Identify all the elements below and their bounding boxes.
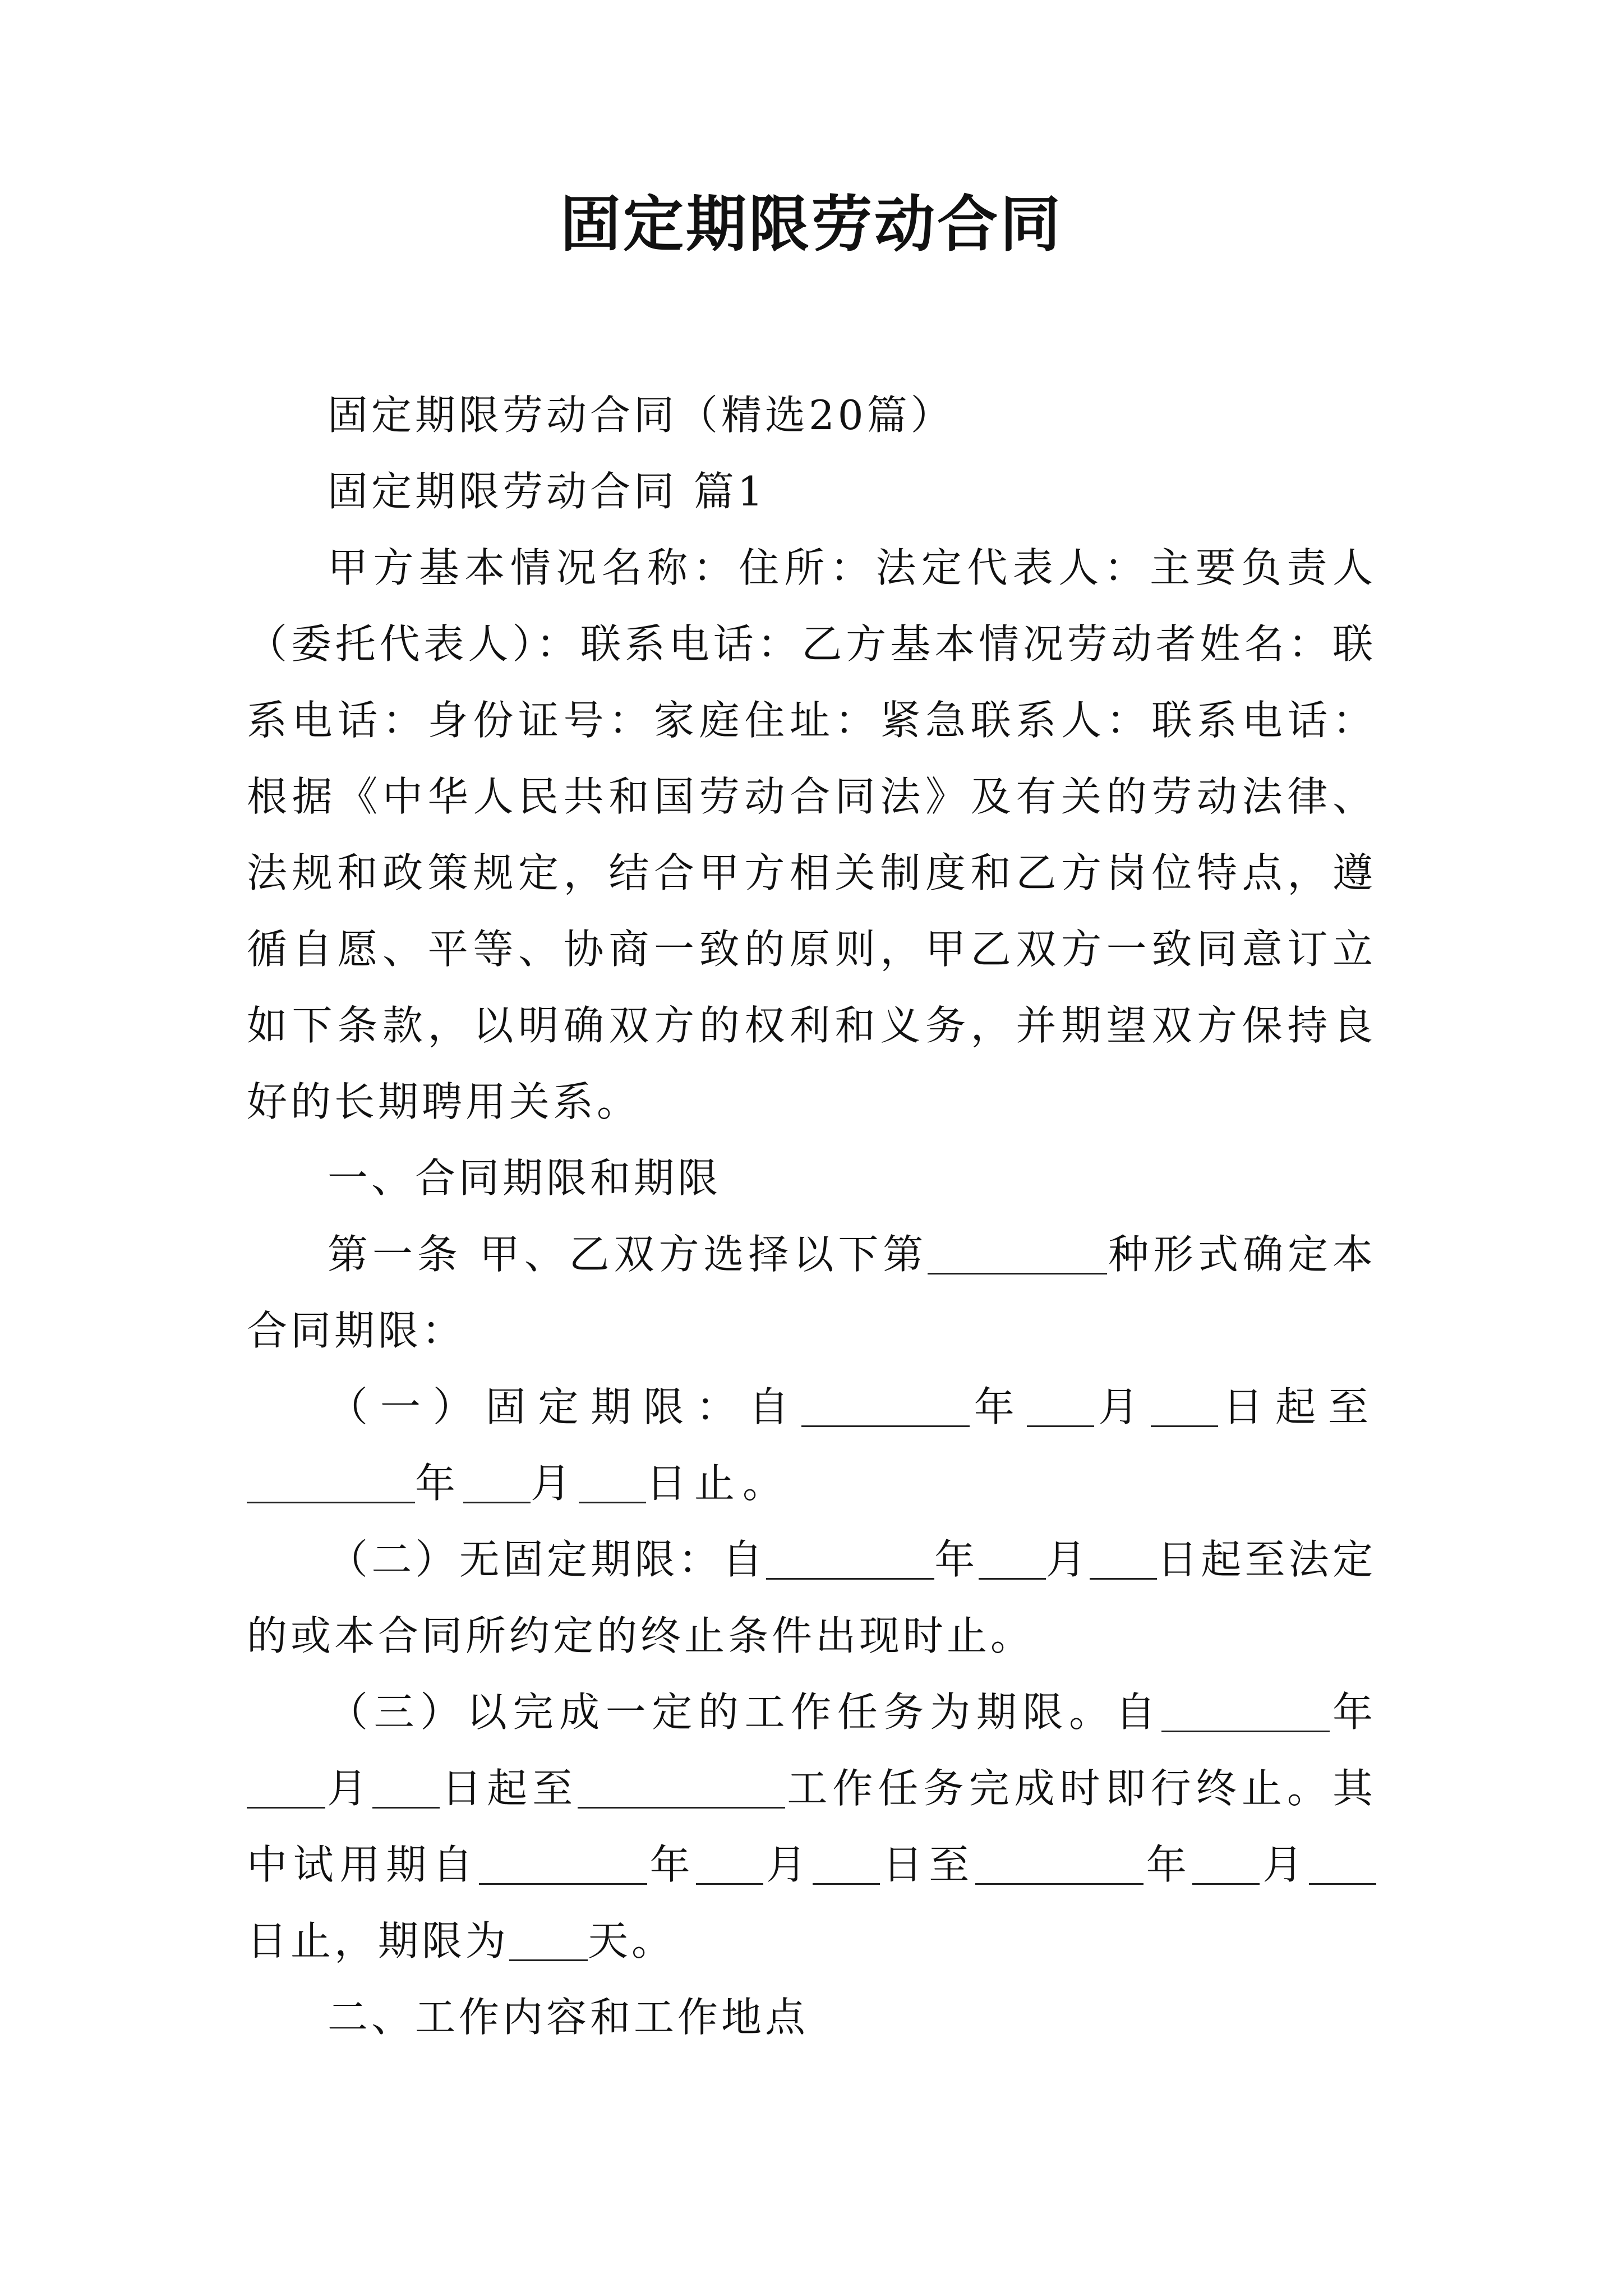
text-run: 日止。 bbox=[646, 1460, 791, 1507]
text-run: 年 bbox=[1143, 1841, 1193, 1888]
paragraph-fixed-term bbox=[247, 1369, 1376, 1521]
paragraph-party-info: 甲方基本情况名称：住所：法定代表人：主要负责人（委托代表人）：联系电话：乙方基本情况劳动者姓名：联系电话：身份证号：家庭住址：紧急联系人：联系电话：根据《中华人民共和国劳动合同法》及有关的劳动法律、法规和政策规定，结合甲方相关制度和乙方岗位特点，遵循自愿、平等、协商一致的原则，甲乙双方一致同意订立如下条款，以明确双方的权利和义务，并期望双方保持良好的长期聘用关系。 bbox=[247, 544, 1376, 1125]
text-run: 月 bbox=[1094, 1383, 1151, 1430]
text-run: 年 bbox=[1330, 1688, 1376, 1736]
blank-line bbox=[509, 1921, 588, 1961]
document-title: 固定期限劳动合同 bbox=[560, 189, 1063, 260]
blank-line bbox=[247, 1463, 415, 1503]
blank-line bbox=[1161, 1692, 1330, 1732]
paragraph-section-heading: 固定期限劳动合同 篇1 bbox=[328, 468, 767, 515]
text-run: 年 bbox=[934, 1536, 979, 1583]
blank-line bbox=[975, 1844, 1144, 1884]
text-run: 年 bbox=[647, 1841, 697, 1888]
paragraph-chapter-one-heading: 一、合同期限和期限 bbox=[328, 1154, 722, 1202]
blank-line bbox=[372, 1768, 440, 1808]
paragraph-chapter-two-heading: 二、工作内容和工作地点 bbox=[328, 1994, 809, 2041]
document-body bbox=[247, 377, 1376, 2055]
text-run: 月 bbox=[531, 1460, 579, 1507]
blank-line bbox=[1192, 1844, 1260, 1884]
text-run: 月 bbox=[1045, 1536, 1090, 1583]
text-run: 日至 bbox=[879, 1841, 975, 1888]
text-run: 月 bbox=[763, 1841, 813, 1888]
blank-line bbox=[766, 1539, 934, 1579]
paragraph-task-term bbox=[247, 1674, 1376, 1979]
blank-line bbox=[696, 1844, 763, 1884]
text-run: （二）无固定期限：自 bbox=[328, 1536, 767, 1583]
text-run: 年 bbox=[969, 1383, 1027, 1430]
text-run: 日起至 bbox=[440, 1765, 578, 1812]
text-run: 日起至法定的或本合同所约定的终止条件出现时止。 bbox=[247, 1536, 1376, 1659]
blank-line bbox=[479, 1844, 647, 1884]
blank-line bbox=[1090, 1539, 1157, 1579]
text-run: 天。 bbox=[588, 1917, 676, 1964]
text-run: 月 bbox=[325, 1765, 373, 1812]
blank-line bbox=[578, 1768, 785, 1808]
blank-line bbox=[1309, 1844, 1376, 1884]
blank-line bbox=[979, 1539, 1046, 1579]
text-run: （一）固定期限：自 bbox=[328, 1383, 801, 1430]
blank-line bbox=[813, 1844, 880, 1884]
blank-line bbox=[1027, 1387, 1094, 1427]
blank-line bbox=[1151, 1387, 1218, 1427]
text-run: 工作任务完成时即行终止。其中试用期自 bbox=[247, 1765, 1376, 1888]
text-run: 日起至 bbox=[1218, 1383, 1376, 1430]
paragraph-article-one bbox=[247, 1216, 1376, 1369]
blank-line bbox=[247, 1768, 325, 1808]
paragraph-open-term bbox=[247, 1521, 1376, 1674]
text-run: 日止，期限为 bbox=[247, 1917, 510, 1964]
text-run: （三）以完成一定的工作任务为期限。自 bbox=[328, 1688, 1162, 1736]
text-run: 月 bbox=[1260, 1841, 1309, 1888]
paragraph-collection-title: 固定期限劳动合同（精选20篇） bbox=[328, 392, 955, 439]
text-run: 第一条 甲、乙双方选择以下第 bbox=[328, 1231, 928, 1278]
blank-line bbox=[928, 1234, 1107, 1274]
blank-line bbox=[579, 1463, 646, 1503]
blank-line bbox=[801, 1387, 970, 1427]
blank-line bbox=[463, 1463, 531, 1503]
text-run: 种形式确定本合同期限： bbox=[247, 1231, 1376, 1354]
text-run: 年 bbox=[415, 1460, 464, 1507]
